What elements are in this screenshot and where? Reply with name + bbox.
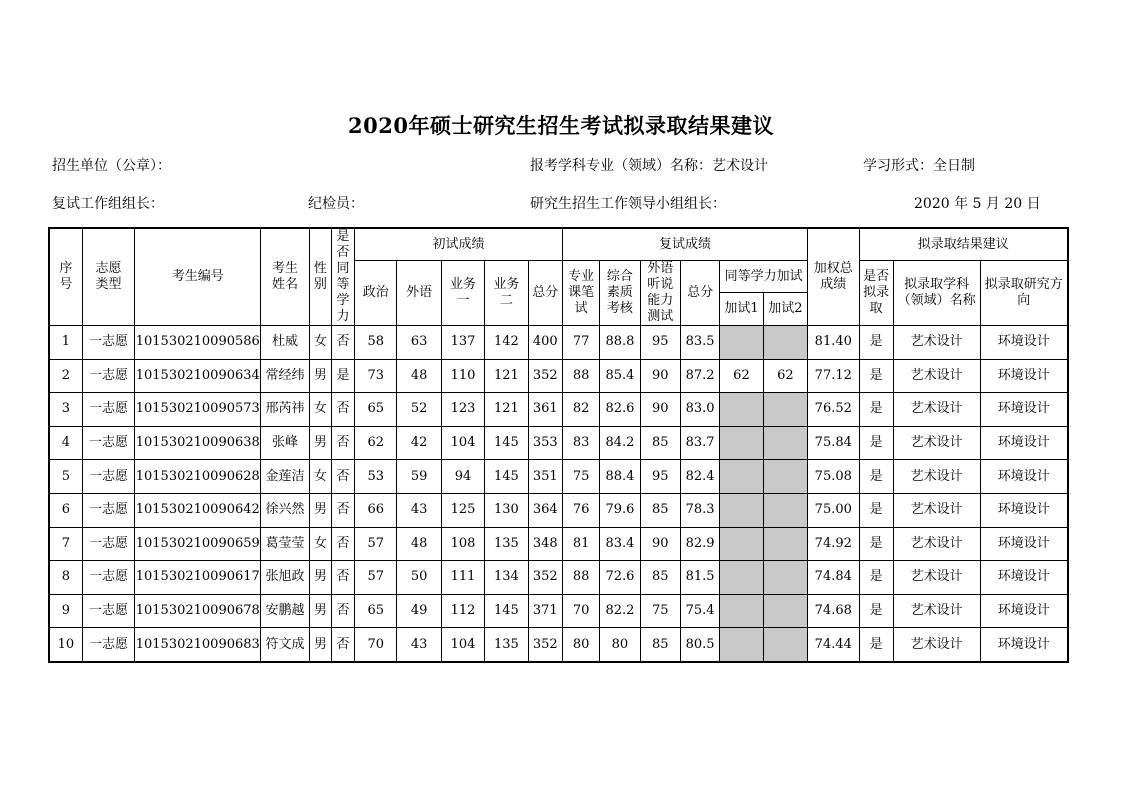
cell-name: 符文成 — [261, 628, 309, 662]
cell-biz1: 108 — [441, 527, 484, 561]
cell-biz1: 112 — [441, 594, 484, 628]
info-date: 2020 年 5 月 20 日 — [914, 196, 1041, 212]
cell-weighted: 75.84 — [808, 426, 859, 460]
cell-listening: 85 — [640, 493, 680, 527]
cell-rtotal: 83.5 — [680, 326, 719, 360]
cell-quality: 82.2 — [600, 594, 640, 628]
cell-name: 杜威 — [261, 326, 309, 360]
cell-add2 — [763, 527, 807, 561]
header-gender: 性别 — [309, 228, 331, 326]
cell-add1 — [720, 393, 763, 427]
cell-rtotal: 83.7 — [680, 426, 719, 460]
cell-written: 75 — [562, 460, 599, 494]
cell-equal: 否 — [331, 527, 354, 561]
header-proposal: 拟录取结果建议 — [859, 228, 1068, 261]
cell-subject: 艺术设计 — [893, 493, 980, 527]
cell-add2 — [763, 594, 807, 628]
cell-subject: 艺术设计 — [893, 426, 980, 460]
table-row — [49, 359, 1068, 393]
cell-id: 101530210090573 — [135, 393, 261, 427]
cell-type: 一志愿 — [82, 426, 134, 460]
cell-ptotal: 400 — [528, 326, 562, 360]
cell-biz2: 134 — [485, 561, 528, 595]
cell-subject: 艺术设计 — [893, 561, 980, 595]
cell-ptotal: 352 — [528, 628, 562, 662]
admission-table — [48, 227, 1069, 663]
cell-name: 张旭政 — [261, 561, 309, 595]
cell-add2 — [763, 393, 807, 427]
cell-name: 徐兴然 — [261, 493, 309, 527]
cell-type: 一志愿 — [82, 594, 134, 628]
cell-admit: 是 — [859, 527, 893, 561]
cell-id: 101530210090642 — [135, 493, 261, 527]
cell-equal: 否 — [331, 426, 354, 460]
cell-rtotal: 80.5 — [680, 628, 719, 662]
cell-equal: 否 — [331, 393, 354, 427]
cell-add2 — [763, 460, 807, 494]
cell-seq: 2 — [49, 359, 82, 393]
cell-written: 70 — [562, 594, 599, 628]
cell-foreign: 43 — [397, 493, 441, 527]
cell-rtotal: 83.0 — [680, 393, 719, 427]
cell-equal: 否 — [331, 561, 354, 595]
cell-written: 82 — [562, 393, 599, 427]
cell-add2 — [763, 326, 807, 360]
cell-politics: 58 — [355, 326, 397, 360]
cell-listening: 90 — [640, 359, 680, 393]
cell-direction: 环境设计 — [980, 326, 1068, 360]
cell-admit: 是 — [859, 393, 893, 427]
cell-biz2: 135 — [485, 527, 528, 561]
cell-type: 一志愿 — [82, 561, 134, 595]
cell-type: 一志愿 — [82, 359, 134, 393]
cell-written: 88 — [562, 561, 599, 595]
header-type: 志愿类型 — [82, 228, 134, 326]
cell-weighted: 77.12 — [808, 359, 859, 393]
cell-foreign: 50 — [397, 561, 441, 595]
cell-direction: 环境设计 — [980, 561, 1068, 595]
cell-listening: 95 — [640, 460, 680, 494]
cell-biz2: 121 — [485, 393, 528, 427]
header-equal: 是否同等学力 — [331, 228, 354, 326]
cell-subject: 艺术设计 — [893, 460, 980, 494]
cell-add2 — [763, 628, 807, 662]
cell-biz2: 145 — [485, 426, 528, 460]
cell-listening: 85 — [640, 628, 680, 662]
cell-ptotal: 351 — [528, 460, 562, 494]
cell-weighted: 81.40 — [808, 326, 859, 360]
table-row — [49, 527, 1068, 561]
cell-id: 101530210090638 — [135, 426, 261, 460]
cell-admit: 是 — [859, 628, 893, 662]
cell-biz1: 94 — [441, 460, 484, 494]
header-prelim-total: 总分 — [528, 261, 562, 326]
cell-subject: 艺术设计 — [893, 527, 980, 561]
header-foreign: 外语 — [397, 261, 441, 326]
cell-biz1: 104 — [441, 426, 484, 460]
cell-rtotal: 82.9 — [680, 527, 719, 561]
cell-listening: 75 — [640, 594, 680, 628]
cell-ptotal: 353 — [528, 426, 562, 460]
cell-direction: 环境设计 — [980, 628, 1068, 662]
cell-direction: 环境设计 — [980, 493, 1068, 527]
cell-quality: 88.8 — [600, 326, 640, 360]
cell-id: 101530210090617 — [135, 561, 261, 595]
cell-direction: 环境设计 — [980, 426, 1068, 460]
cell-gender: 男 — [309, 628, 331, 662]
cell-weighted: 76.52 — [808, 393, 859, 427]
info-major: 报考学科专业（领域）名称：艺术设计 — [530, 158, 768, 174]
cell-add1 — [720, 426, 763, 460]
cell-seq: 6 — [49, 493, 82, 527]
cell-type: 一志愿 — [82, 326, 134, 360]
cell-direction: 环境设计 — [980, 359, 1068, 393]
cell-ptotal: 361 — [528, 393, 562, 427]
cell-weighted: 74.84 — [808, 561, 859, 595]
cell-type: 一志愿 — [82, 460, 134, 494]
cell-admit: 是 — [859, 359, 893, 393]
cell-id: 101530210090586 — [135, 326, 261, 360]
header-quality: 综合素质考核 — [600, 261, 640, 326]
cell-id: 101530210090659 — [135, 527, 261, 561]
cell-seq: 4 — [49, 426, 82, 460]
cell-foreign: 52 — [397, 393, 441, 427]
cell-gender: 男 — [309, 594, 331, 628]
header-listening: 外语听说能力测试 — [640, 261, 680, 326]
cell-type: 一志愿 — [82, 628, 134, 662]
header-add2: 加试2 — [763, 293, 807, 326]
cell-biz2: 145 — [485, 594, 528, 628]
cell-seq: 5 — [49, 460, 82, 494]
cell-rtotal: 81.5 — [680, 561, 719, 595]
cell-quality: 82.6 — [600, 393, 640, 427]
cell-politics: 66 — [355, 493, 397, 527]
cell-id: 101530210090634 — [135, 359, 261, 393]
cell-biz2: 142 — [485, 326, 528, 360]
cell-id: 101530210090628 — [135, 460, 261, 494]
table-row — [49, 393, 1068, 427]
cell-biz1: 104 — [441, 628, 484, 662]
table-row — [49, 460, 1068, 494]
cell-equal: 否 — [331, 326, 354, 360]
table-row — [49, 426, 1068, 460]
header-written: 专业课笔试 — [562, 261, 599, 326]
cell-subject: 艺术设计 — [893, 326, 980, 360]
cell-quality: 80 — [600, 628, 640, 662]
cell-admit: 是 — [859, 426, 893, 460]
table-row — [49, 594, 1068, 628]
cell-politics: 62 — [355, 426, 397, 460]
cell-weighted: 74.92 — [808, 527, 859, 561]
cell-biz1: 111 — [441, 561, 484, 595]
cell-biz1: 125 — [441, 493, 484, 527]
cell-weighted: 75.08 — [808, 460, 859, 494]
header-biz2: 业务二 — [485, 261, 528, 326]
cell-admit: 是 — [859, 326, 893, 360]
cell-gender: 女 — [309, 393, 331, 427]
cell-subject: 艺术设计 — [893, 359, 980, 393]
cell-add1 — [720, 527, 763, 561]
cell-gender: 女 — [309, 460, 331, 494]
cell-weighted: 75.00 — [808, 493, 859, 527]
cell-name: 张峰 — [261, 426, 309, 460]
info-unit: 招生单位（公章）： — [52, 158, 171, 174]
cell-type: 一志愿 — [82, 493, 134, 527]
cell-listening: 85 — [640, 561, 680, 595]
cell-listening: 90 — [640, 527, 680, 561]
cell-add1: 62 — [720, 359, 763, 393]
cell-politics: 53 — [355, 460, 397, 494]
cell-direction: 环境设计 — [980, 460, 1068, 494]
cell-biz1: 110 — [441, 359, 484, 393]
cell-gender: 女 — [309, 527, 331, 561]
cell-name: 安鹏越 — [261, 594, 309, 628]
cell-written: 83 — [562, 426, 599, 460]
cell-biz2: 145 — [485, 460, 528, 494]
cell-equal: 否 — [331, 493, 354, 527]
cell-politics: 73 — [355, 359, 397, 393]
cell-weighted: 74.44 — [808, 628, 859, 662]
cell-quality: 84.2 — [600, 426, 640, 460]
cell-type: 一志愿 — [82, 393, 134, 427]
cell-direction: 环境设计 — [980, 527, 1068, 561]
header-name: 考生姓名 — [261, 228, 309, 326]
info-group-leader: 研究生招生工作领导小组组长： — [530, 196, 726, 212]
cell-id: 101530210090678 — [135, 594, 261, 628]
header-admit: 是否拟录取 — [859, 261, 893, 326]
cell-name: 邢芮祎 — [261, 393, 309, 427]
page-title: 2020年硕士研究生招生考试拟录取结果建议 — [348, 113, 774, 138]
cell-biz1: 137 — [441, 326, 484, 360]
cell-listening: 90 — [640, 393, 680, 427]
cell-biz1: 123 — [441, 393, 484, 427]
cell-add2: 62 — [763, 359, 807, 393]
cell-add1 — [720, 594, 763, 628]
table-row — [49, 628, 1068, 662]
cell-add1 — [720, 460, 763, 494]
cell-gender: 男 — [309, 359, 331, 393]
header-retest-total: 总分 — [680, 261, 719, 326]
cell-subject: 艺术设计 — [893, 594, 980, 628]
cell-add2 — [763, 493, 807, 527]
header-retest: 复试成绩 — [562, 228, 807, 261]
cell-add1 — [720, 326, 763, 360]
cell-ptotal: 352 — [528, 359, 562, 393]
cell-gender: 男 — [309, 426, 331, 460]
cell-foreign: 48 — [397, 359, 441, 393]
cell-foreign: 63 — [397, 326, 441, 360]
cell-add2 — [763, 426, 807, 460]
cell-id: 101530210090683 — [135, 628, 261, 662]
table-row — [49, 326, 1068, 360]
cell-admit: 是 — [859, 460, 893, 494]
cell-direction: 环境设计 — [980, 393, 1068, 427]
cell-written: 80 — [562, 628, 599, 662]
cell-gender: 男 — [309, 493, 331, 527]
cell-direction: 环境设计 — [980, 594, 1068, 628]
header-subject: 拟录取学科（领域）名称 — [893, 261, 980, 326]
header-add1: 加试1 — [720, 293, 763, 326]
cell-ptotal: 364 — [528, 493, 562, 527]
cell-subject: 艺术设计 — [893, 393, 980, 427]
header-prelim: 初试成绩 — [355, 228, 563, 261]
cell-written: 81 — [562, 527, 599, 561]
cell-seq: 10 — [49, 628, 82, 662]
cell-admit: 是 — [859, 493, 893, 527]
info-retest-leader: 复试工作组组长： — [52, 196, 164, 212]
cell-rtotal: 87.2 — [680, 359, 719, 393]
cell-politics: 65 — [355, 393, 397, 427]
cell-subject: 艺术设计 — [893, 628, 980, 662]
cell-equal: 否 — [331, 460, 354, 494]
cell-quality: 79.6 — [600, 493, 640, 527]
cell-equal: 否 — [331, 594, 354, 628]
cell-politics: 57 — [355, 561, 397, 595]
cell-foreign: 48 — [397, 527, 441, 561]
cell-listening: 85 — [640, 426, 680, 460]
header-seq: 序号 — [49, 228, 82, 326]
cell-seq: 3 — [49, 393, 82, 427]
cell-quality: 88.4 — [600, 460, 640, 494]
cell-rtotal: 82.4 — [680, 460, 719, 494]
cell-seq: 9 — [49, 594, 82, 628]
cell-biz2: 121 — [485, 359, 528, 393]
cell-equal: 否 — [331, 628, 354, 662]
cell-written: 77 — [562, 326, 599, 360]
cell-add2 — [763, 561, 807, 595]
cell-add1 — [720, 493, 763, 527]
cell-add1 — [720, 628, 763, 662]
cell-gender: 女 — [309, 326, 331, 360]
cell-seq: 7 — [49, 527, 82, 561]
cell-politics: 57 — [355, 527, 397, 561]
cell-add1 — [720, 561, 763, 595]
cell-name: 金莲洁 — [261, 460, 309, 494]
cell-foreign: 43 — [397, 628, 441, 662]
cell-foreign: 59 — [397, 460, 441, 494]
cell-rtotal: 75.4 — [680, 594, 719, 628]
header-weighted: 加权总成绩 — [808, 228, 859, 326]
table-row — [49, 561, 1068, 595]
cell-quality: 85.4 — [600, 359, 640, 393]
cell-politics: 65 — [355, 594, 397, 628]
cell-politics: 70 — [355, 628, 397, 662]
header-equal-add: 同等学力加试 — [720, 261, 808, 293]
cell-rtotal: 78.3 — [680, 493, 719, 527]
cell-weighted: 74.68 — [808, 594, 859, 628]
cell-seq: 8 — [49, 561, 82, 595]
cell-admit: 是 — [859, 594, 893, 628]
cell-seq: 1 — [49, 326, 82, 360]
cell-written: 76 — [562, 493, 599, 527]
cell-ptotal: 371 — [528, 594, 562, 628]
header-biz1: 业务一 — [441, 261, 484, 326]
info-inspector: 纪检员： — [308, 196, 364, 212]
info-study-form: 学习形式：全日制 — [863, 158, 975, 174]
cell-listening: 95 — [640, 326, 680, 360]
cell-ptotal: 348 — [528, 527, 562, 561]
cell-foreign: 42 — [397, 426, 441, 460]
cell-biz2: 130 — [485, 493, 528, 527]
cell-ptotal: 352 — [528, 561, 562, 595]
cell-quality: 72.6 — [600, 561, 640, 595]
cell-gender: 男 — [309, 561, 331, 595]
cell-foreign: 49 — [397, 594, 441, 628]
header-direction: 拟录取研究方向 — [980, 261, 1068, 326]
cell-name: 葛莹莹 — [261, 527, 309, 561]
header-politics: 政治 — [355, 261, 397, 326]
table-row — [49, 493, 1068, 527]
cell-written: 88 — [562, 359, 599, 393]
cell-equal: 是 — [331, 359, 354, 393]
header-id: 考生编号 — [135, 228, 261, 326]
cell-type: 一志愿 — [82, 527, 134, 561]
cell-biz2: 135 — [485, 628, 528, 662]
cell-admit: 是 — [859, 561, 893, 595]
cell-name: 常经纬 — [261, 359, 309, 393]
cell-quality: 83.4 — [600, 527, 640, 561]
